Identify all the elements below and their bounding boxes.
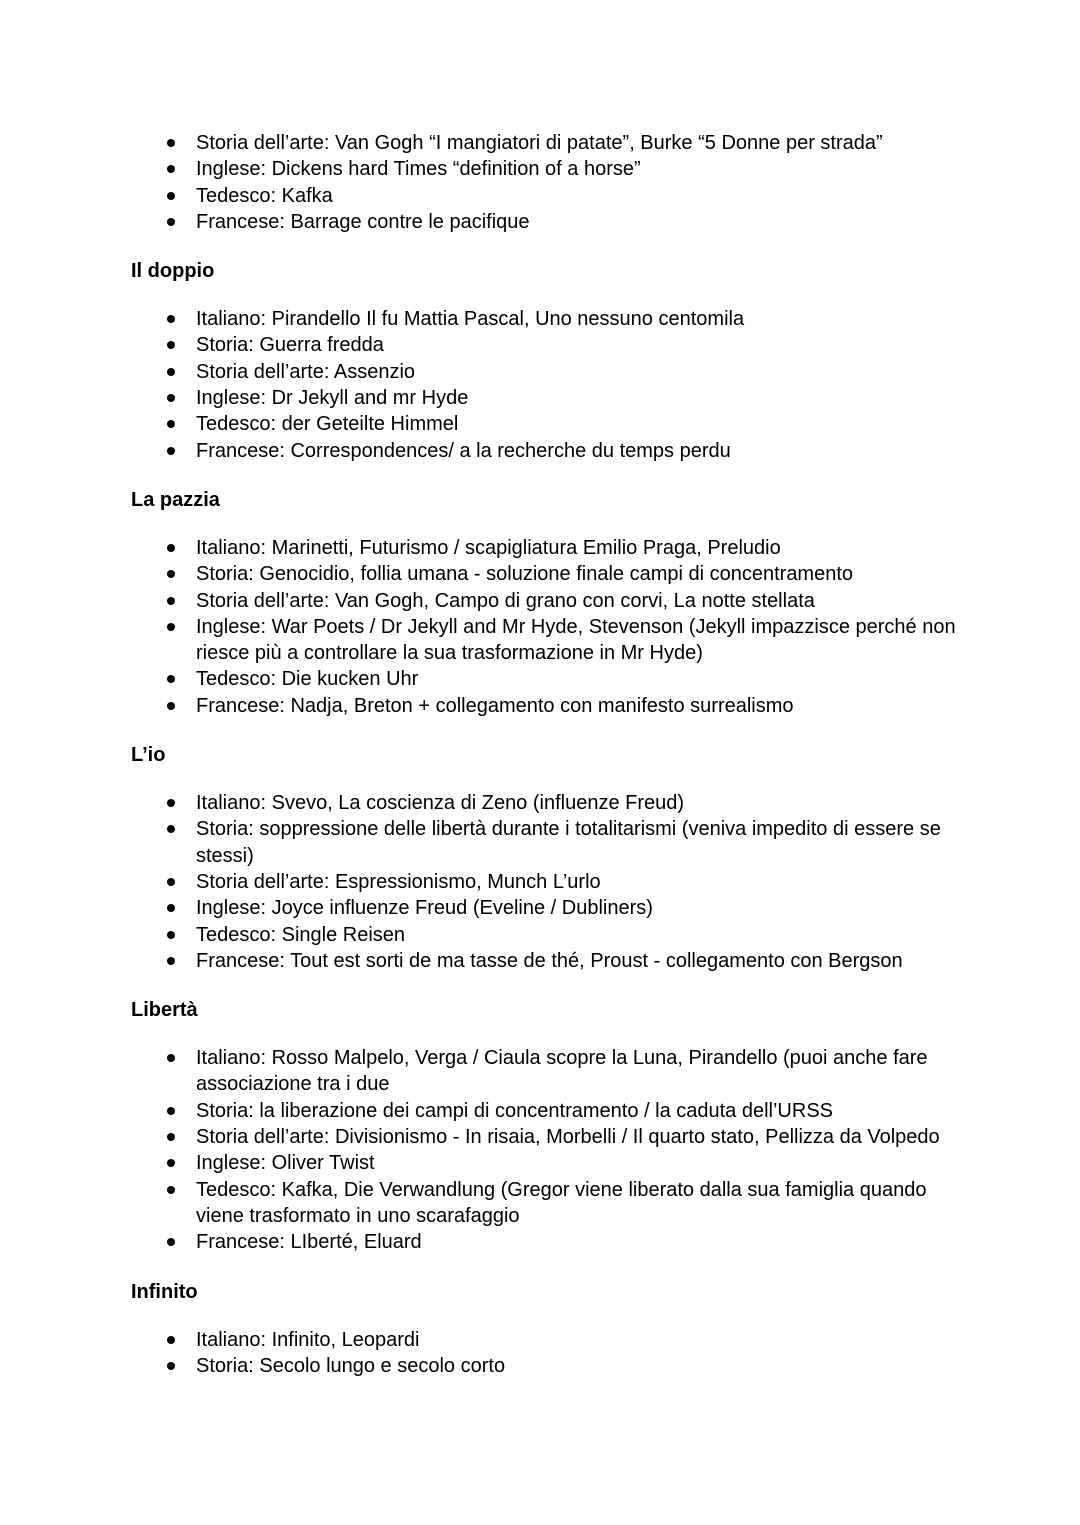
bullet-dot-icon xyxy=(167,1238,175,1246)
list-item xyxy=(131,816,956,869)
bullet-dot-icon xyxy=(167,394,175,402)
list-item xyxy=(131,130,956,156)
bullet-dot-icon xyxy=(167,597,175,605)
list-item xyxy=(131,535,956,561)
list-item xyxy=(131,183,956,209)
bullet-dot-icon xyxy=(167,341,175,349)
section-title: Infinito xyxy=(131,1280,198,1303)
list-item-text: Tedesco: Kafka, Die Verwandlung (Gregor viene liberato dalla sua famiglia quando viene trasformato in uno scarafaggio xyxy=(196,1178,927,1227)
list-item-text: Tedesco: Single Reisen xyxy=(196,923,406,946)
document-body xyxy=(131,130,961,1379)
list-item xyxy=(131,156,956,182)
bullet-dot-icon xyxy=(167,1054,175,1062)
list-item xyxy=(131,209,956,235)
section-title: La pazzia xyxy=(131,488,220,511)
section-bullet-list xyxy=(131,790,961,974)
list-item-text: Storia dell’arte: Divisionismo - In risaia, Morbelli / Il quarto stato, Pellizza da Volpedo xyxy=(196,1126,940,1149)
list-item xyxy=(131,1045,956,1098)
list-item-text: Inglese: Joyce influenze Freud (Eveline / Dubliners) xyxy=(196,897,653,920)
section-title: Libertà xyxy=(131,999,198,1022)
list-item-text: Storia: la liberazione dei campi di concentramento / la caduta dell’URSS xyxy=(196,1099,834,1122)
list-item-text: Italiano: Pirandello Il fu Mattia Pascal, Uno nessuno centomila xyxy=(196,308,745,331)
section xyxy=(131,997,961,1255)
list-item-text: Storia: Secolo lungo e secolo corto xyxy=(196,1354,506,1377)
list-item-text: Tedesco: Die kucken Uhr xyxy=(196,668,419,691)
bullet-dot-icon xyxy=(167,904,175,912)
bullet-dot-icon xyxy=(167,368,175,376)
list-item-text: Francese: LIberté, Eluard xyxy=(196,1231,422,1254)
list-item xyxy=(131,438,956,464)
bullet-dot-icon xyxy=(167,878,175,886)
sections-container xyxy=(131,258,961,1379)
list-item xyxy=(131,1150,956,1176)
list-item xyxy=(131,332,956,358)
list-item-text: Italiano: Marinetti, Futurismo / scapigliatura Emilio Praga, Preludio xyxy=(196,536,781,559)
section xyxy=(131,742,961,974)
bullet-dot-icon xyxy=(167,825,175,833)
bullet-dot-icon xyxy=(167,957,175,965)
list-item xyxy=(131,693,956,719)
bullet-dot-icon xyxy=(167,447,175,455)
list-item xyxy=(131,1353,956,1379)
section-bullet-list xyxy=(131,535,961,719)
bullet-dot-icon xyxy=(167,1133,175,1141)
bullet-dot-icon xyxy=(167,315,175,323)
list-item xyxy=(131,359,956,385)
list-item xyxy=(131,1177,956,1230)
section-title: L’io xyxy=(131,744,166,767)
list-item xyxy=(131,385,956,411)
section xyxy=(131,1279,961,1380)
list-item-text: Storia dell’arte: Assenzio xyxy=(196,360,416,383)
bullet-dot-icon xyxy=(167,1107,175,1115)
list-item xyxy=(131,588,956,614)
bullet-dot-icon xyxy=(167,570,175,578)
list-item xyxy=(131,306,956,332)
list-item-text: Francese: Correspondences/ a la recherche du temps perdu xyxy=(196,439,731,462)
list-item xyxy=(131,948,956,974)
list-item xyxy=(131,1327,956,1353)
list-item-text: Italiano: Svevo, La coscienza di Zeno (influenze Freud) xyxy=(196,792,685,815)
list-item xyxy=(131,895,956,921)
list-item xyxy=(131,922,956,948)
section-bullet-list xyxy=(131,306,961,464)
list-item-text: Inglese: Oliver Twist xyxy=(196,1152,375,1175)
bullet-dot-icon xyxy=(167,192,175,200)
list-item-text: Storia: Guerra fredda xyxy=(196,334,384,357)
list-item xyxy=(131,1098,956,1124)
list-item-text: Inglese: War Poets / Dr Jekyll and Mr Hyde, Stevenson (Jekyll impazzisce perché non riesce più a controllare la sua trasformazione in Mr Hyde) xyxy=(196,615,956,665)
list-item xyxy=(131,561,956,587)
list-item xyxy=(131,869,956,895)
bullet-dot-icon xyxy=(167,165,175,173)
bullet-dot-icon xyxy=(167,702,175,710)
list-item-text: Tedesco: Kafka xyxy=(196,184,333,207)
intro-bullet-list xyxy=(131,130,961,235)
list-item-text: Francese: Tout est sorti de ma tasse de thé, Proust - collegamento con Bergson xyxy=(196,949,903,972)
list-item xyxy=(131,1124,956,1150)
bullet-dot-icon xyxy=(167,623,175,631)
bullet-dot-icon xyxy=(167,1336,175,1344)
section xyxy=(131,487,961,719)
section-bullet-list xyxy=(131,1327,961,1380)
list-item-text: Storia: Genocidio, follia umana - soluzione finale campi di concentramento xyxy=(196,563,854,586)
section-bullet-list xyxy=(131,1045,961,1255)
bullet-dot-icon xyxy=(167,420,175,428)
list-item xyxy=(131,1229,956,1255)
list-item xyxy=(131,666,956,692)
list-item-text: Inglese: Dickens hard Times “definition of a horse” xyxy=(196,158,641,181)
list-item-text: Italiano: Rosso Malpelo, Verga / Ciaula scopre la Luna, Pirandello (puoi anche fare associazione tra i due xyxy=(196,1047,928,1096)
bullet-dot-icon xyxy=(167,218,175,226)
section-title: Il doppio xyxy=(131,260,215,283)
list-item-text: Storia dell’arte: Van Gogh “I mangiatori di patate”, Burke “5 Donne per strada” xyxy=(196,132,883,154)
list-item-text: Tedesco: der Geteilte Himmel xyxy=(196,413,459,436)
bullet-dot-icon xyxy=(167,931,175,939)
bullet-dot-icon xyxy=(167,799,175,807)
list-item-text: Inglese: Dr Jekyll and mr Hyde xyxy=(196,387,469,410)
list-item-text: Storia dell’arte: Espressionismo, Munch L’urlo xyxy=(196,870,601,893)
section xyxy=(131,258,961,464)
bullet-dot-icon xyxy=(167,1362,175,1370)
list-item-text: Francese: Barrage contre le pacifique xyxy=(196,210,530,233)
bullet-dot-icon xyxy=(167,675,175,683)
bullet-dot-icon xyxy=(167,139,175,147)
list-item xyxy=(131,790,956,816)
list-item xyxy=(131,614,956,667)
bullet-dot-icon xyxy=(167,544,175,552)
list-item xyxy=(131,411,956,437)
bullet-dot-icon xyxy=(167,1186,175,1194)
list-item-text: Storia: soppressione delle libertà durante i totalitarismi (veniva impedito di essere se stessi) xyxy=(196,818,941,867)
bullet-dot-icon xyxy=(167,1159,175,1167)
list-item-text: Francese: Nadja, Breton + collegamento con manifesto surrealismo xyxy=(196,694,794,717)
list-item-text: Storia dell’arte: Van Gogh, Campo di grano con corvi, La notte stellata xyxy=(196,589,815,612)
list-item-text: Italiano: Infinito, Leopardi xyxy=(196,1328,420,1351)
